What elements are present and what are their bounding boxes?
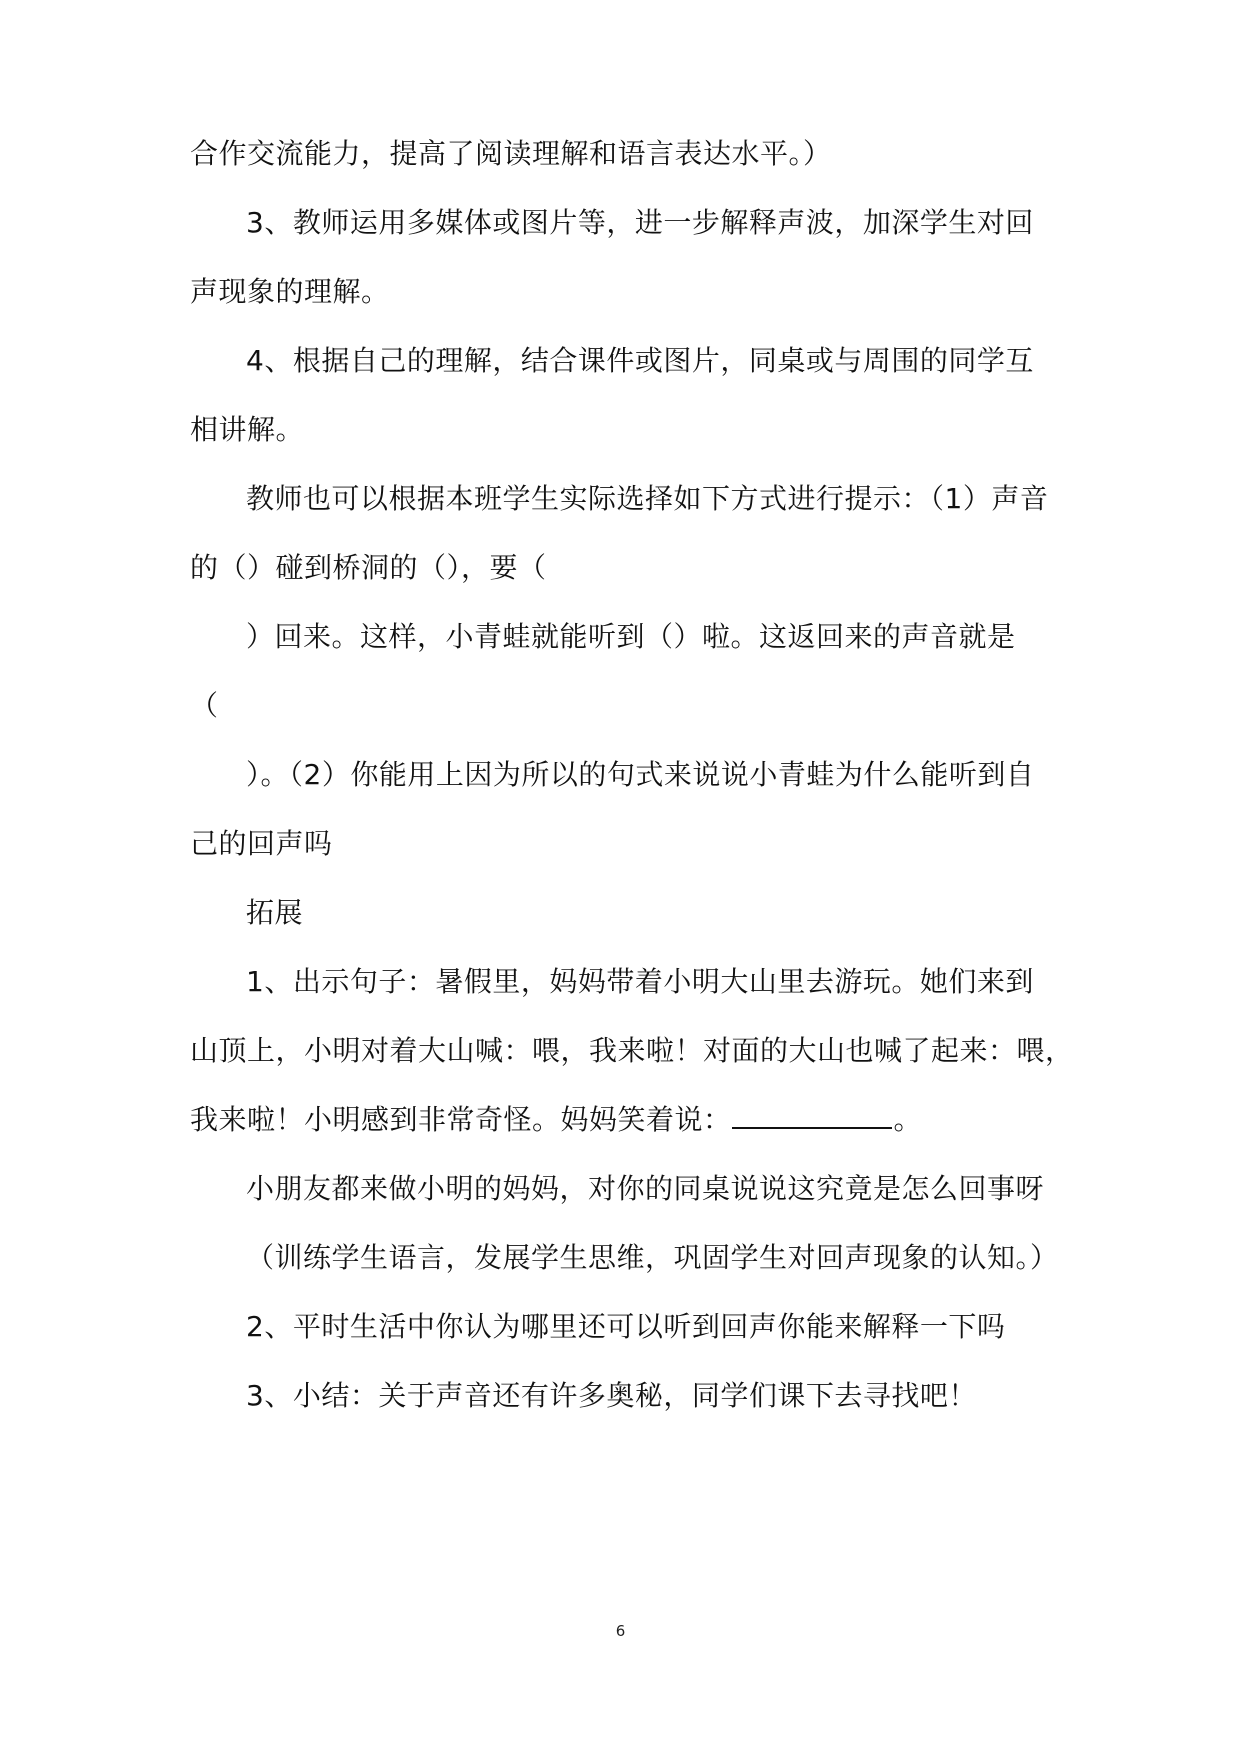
text-line: 山顶上，小明对着大山喊：喂，我来啦！对面的大山也喊了起来：喂， [190,1034,1074,1067]
text-fragment: 我来啦！小明感到非常奇怪。妈妈笑着说： [190,1103,732,1136]
text-line: 相讲解。 [190,413,305,446]
text-line: 教师也可以根据本班学生实际选择如下方式进行提示：（1）声音 [246,482,1049,515]
text-line: 小朋友都来做小明的妈妈，对你的同桌说说这究竟是怎么回事呀 [246,1172,1045,1205]
text-line: 3、教师运用多媒体或图片等，进一步解释声波，加深学生对回 [246,206,1034,239]
text-line: 4、根据自己的理解，结合课件或图片，同桌或与周围的同学互 [246,344,1034,377]
text-line: 己的回声吗 [190,827,333,860]
fill-in-blank [732,1101,892,1129]
text-line: 合作交流能力，提高了阅读理解和语言表达水平。） [190,137,832,170]
text-line: （ [190,689,219,722]
text-fragment: 。 [893,1103,923,1136]
text-line: 3、小结：关于声音还有许多奥秘，同学们课下去寻找吧！ [246,1379,977,1412]
text-line: ）。（2）你能用上因为所以的句式来说说小青蛙为什么能听到自 [246,758,1035,791]
text-line: 声现象的理解。 [190,275,390,308]
text-line: 1、出示句子：暑假里，妈妈带着小明大山里去游玩。她们来到 [246,965,1034,998]
text-line-with-blank [190,1100,922,1140]
text-line: 2、平时生活中你认为哪里还可以听到回声你能来解释一下吗 [246,1310,1006,1343]
text-line: （训练学生语言，发展学生思维，巩固学生对回声现象的认知。） [246,1241,1059,1274]
text-line: ）回来。这样，小青蛙就能听到（）啦。这返回来的声音就是 [246,620,1016,653]
text-line: 的（）碰到桥洞的（），要（ [190,551,547,584]
page-number: 6 [615,1622,626,1640]
section-heading: 拓展 [246,896,304,929]
